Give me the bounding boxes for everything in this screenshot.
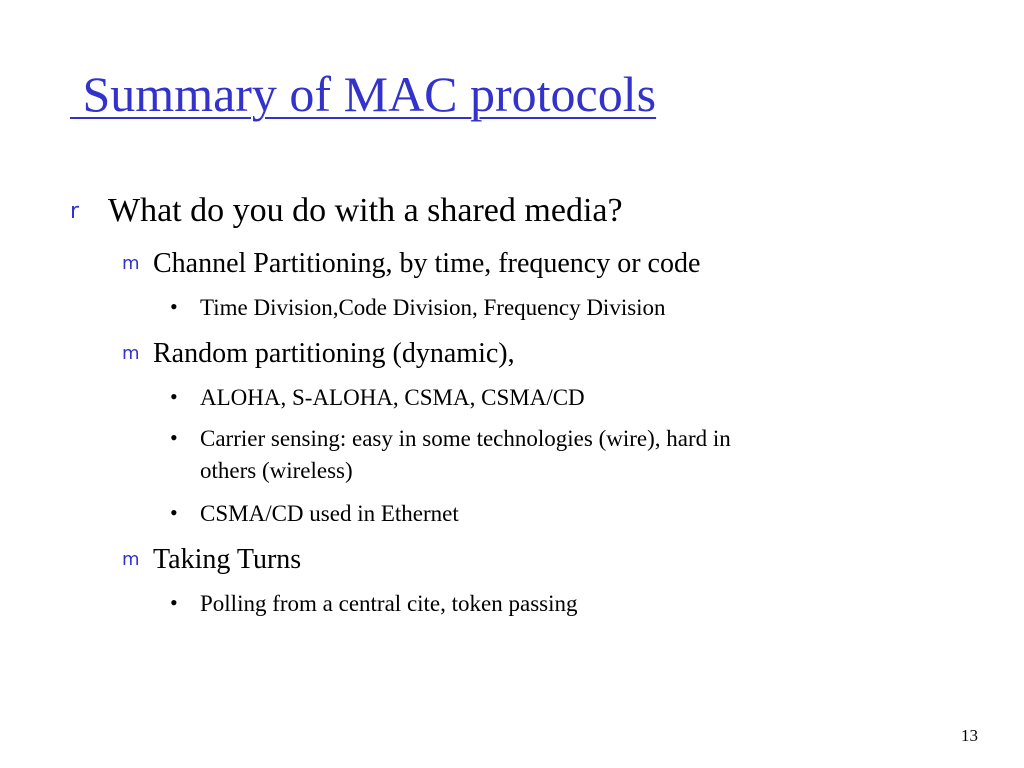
bullet-text: Taking Turns bbox=[153, 544, 302, 575]
bullet-dot-icon: • bbox=[170, 500, 178, 525]
bullet-text: Carrier sensing: easy in some technologies (wire), hard in bbox=[200, 426, 731, 451]
bullet-dot-icon: • bbox=[170, 590, 178, 615]
bullet-text: What do you do with a shared media? bbox=[108, 192, 623, 229]
bullet-marker-icon: r bbox=[70, 199, 80, 224]
bullet-dot-icon: • bbox=[170, 294, 178, 319]
slide-title: Summary of MAC protocols bbox=[70, 66, 657, 122]
bullet-text: Polling from a central cite, token passing bbox=[200, 591, 578, 616]
bullet-text: others (wireless) bbox=[200, 458, 353, 483]
bullet-marker-icon: m bbox=[122, 253, 140, 274]
bullet-marker-icon: m bbox=[122, 343, 140, 364]
bullet-text: Channel Partitioning, by time, frequency or code bbox=[153, 248, 701, 279]
bullet-text: ALOHA, S-ALOHA, CSMA, CSMA/CD bbox=[200, 385, 585, 410]
bullet-dot-icon: • bbox=[170, 425, 178, 450]
bullet-text: Random partitioning (dynamic), bbox=[153, 338, 515, 369]
bullet-text: CSMA/CD used in Ethernet bbox=[200, 501, 459, 526]
bullet-marker-icon: m bbox=[122, 549, 140, 570]
bullet-text: Time Division,Code Division, Frequency Division bbox=[200, 295, 666, 320]
page-number: 13 bbox=[961, 726, 978, 745]
bullet-dot-icon: • bbox=[170, 384, 178, 409]
